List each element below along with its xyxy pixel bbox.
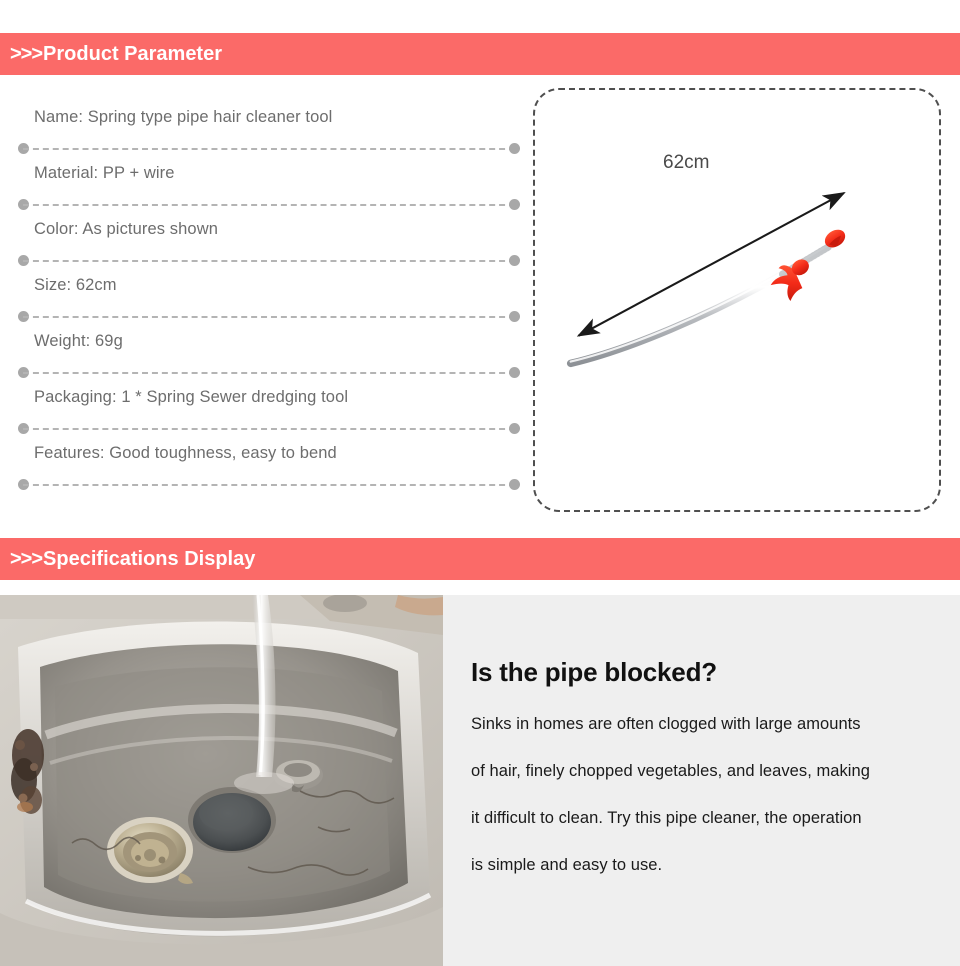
body-line: it difficult to clean. Try this pipe cleaner, the operation xyxy=(471,808,862,827)
separator-dot-right-icon xyxy=(509,479,520,490)
separator-dashed-line xyxy=(23,260,515,262)
separator-dot-right-icon xyxy=(509,255,520,266)
parameter-label: Material: PP + wire xyxy=(34,164,175,182)
parameter-separator xyxy=(18,199,520,210)
chevron-right-triple-icon: >>> xyxy=(10,43,43,65)
separator-dot-right-icon xyxy=(509,143,520,154)
section-header-product-parameter xyxy=(0,33,960,75)
parameter-separator xyxy=(18,255,520,266)
chevron-right-triple-icon: >>> xyxy=(10,548,43,570)
separator-dot-right-icon xyxy=(509,199,520,210)
parameter-separator xyxy=(18,143,520,154)
parameter-label: Name: Spring type pipe hair cleaner tool xyxy=(34,108,333,126)
body-line: Sinks in homes are often clogged with large amounts xyxy=(471,714,861,733)
parameter-row xyxy=(18,436,520,492)
product-illustration xyxy=(535,90,939,510)
separator-dashed-line xyxy=(23,372,515,374)
specifications-body xyxy=(471,701,932,889)
specifications-text-panel xyxy=(443,595,960,966)
parameter-label: Color: As pictures shown xyxy=(34,220,218,238)
parameter-label: Features: Good toughness, easy to bend xyxy=(34,444,337,462)
body-line: is simple and easy to use. xyxy=(471,855,663,874)
section-title-text: Specifications Display xyxy=(43,548,256,570)
specifications-display-area xyxy=(0,595,960,966)
parameter-row xyxy=(18,156,520,212)
parameter-label: Weight: 69g xyxy=(34,332,123,350)
red-claw-part xyxy=(771,256,812,301)
parameter-row xyxy=(18,380,520,436)
parameter-row xyxy=(18,324,520,380)
sink-photo xyxy=(0,595,443,966)
product-parameter-list xyxy=(18,100,520,492)
parameter-row xyxy=(18,212,520,268)
separator-dashed-line xyxy=(23,484,515,486)
section-header-specifications-display xyxy=(0,538,960,580)
section-title-text: Product Parameter xyxy=(43,43,223,65)
parameter-separator xyxy=(18,423,520,434)
dimension-label: 62cm xyxy=(663,152,710,173)
sink-drain xyxy=(188,787,276,853)
specifications-heading: Is the pipe blocked? xyxy=(471,657,717,687)
body-line: of hair, finely chopped vegetables, and leaves, making xyxy=(471,761,870,780)
parameter-label: Packaging: 1 * Spring Sewer dredging tool xyxy=(34,388,349,406)
parameter-separator xyxy=(18,367,520,378)
separator-dashed-line xyxy=(23,316,515,318)
separator-dot-right-icon xyxy=(509,311,520,322)
parameter-row xyxy=(18,268,520,324)
sink-photo-illustration xyxy=(0,595,443,966)
separator-dashed-line xyxy=(23,428,515,430)
separator-dot-right-icon xyxy=(509,367,520,378)
parameter-separator xyxy=(18,479,520,490)
parameter-row xyxy=(18,100,520,156)
separator-dashed-line xyxy=(23,148,515,150)
product-image-panel xyxy=(533,88,941,512)
separator-dashed-line xyxy=(23,204,515,206)
parameter-label: Size: 62cm xyxy=(34,276,117,294)
parameter-separator xyxy=(18,311,520,322)
separator-dot-right-icon xyxy=(509,423,520,434)
